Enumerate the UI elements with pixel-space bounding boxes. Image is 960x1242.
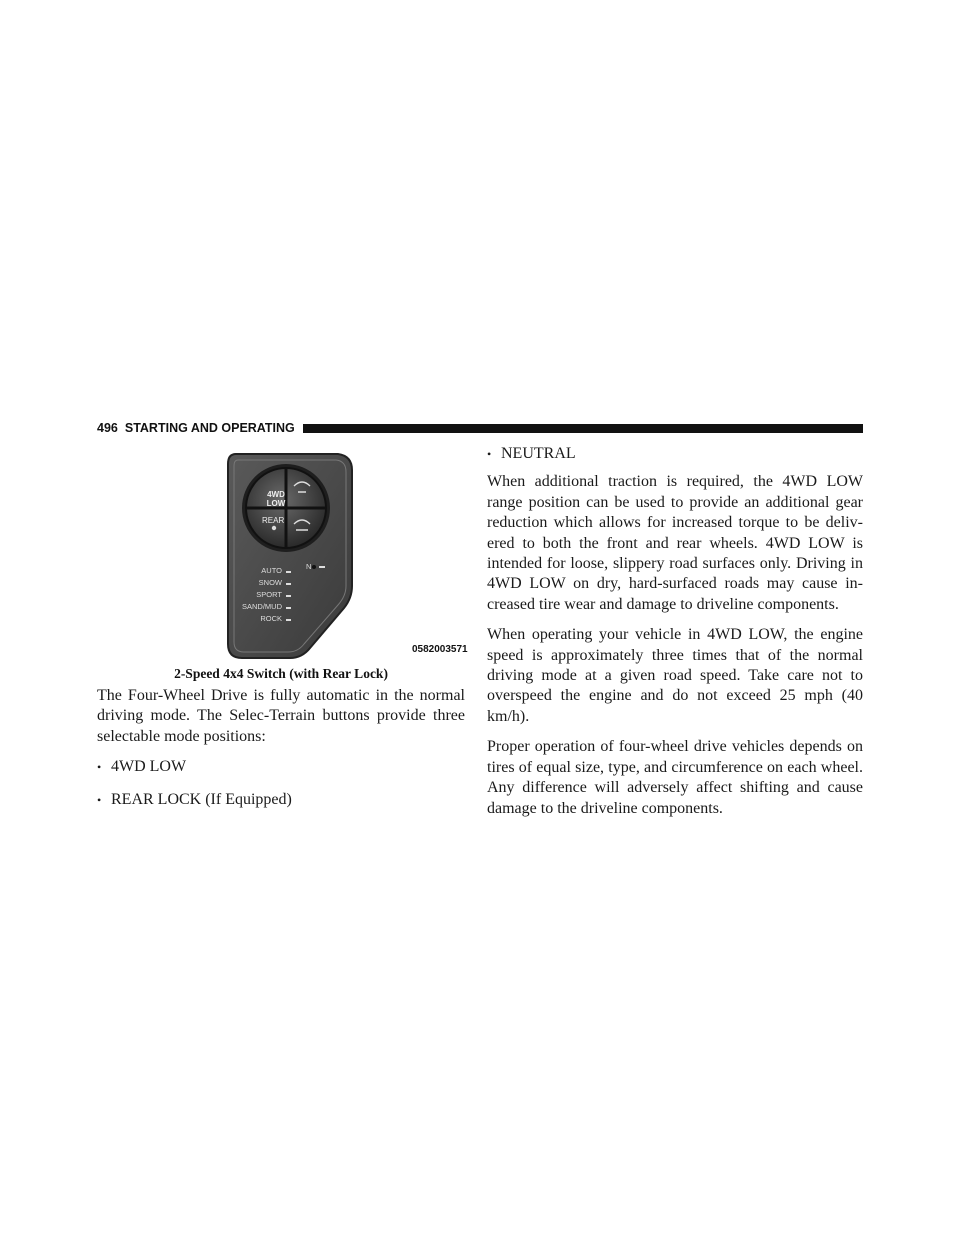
bullet-text: REAR LOCK (If Equipped): [111, 790, 292, 808]
left-column: [97, 686, 465, 822]
bullet-dot: •: [97, 792, 102, 807]
figure-caption: 2-Speed 4x4 Switch (with Rear Lock): [174, 666, 388, 681]
mode-rock-label: ROCK: [260, 614, 282, 623]
mode-sandmud-label: SAND/MUD: [241, 602, 282, 611]
bullet-text: NEUTRAL: [501, 445, 576, 462]
knob-rear-label: REAR: [262, 516, 285, 525]
mode-snow-label: SNOW: [258, 578, 282, 587]
paragraph-4wd-low: When additional traction is required, the 4WD LOW range position can be used to provide an additional gear reduction which allows for increased torque to be deliv-ered to both the front and rear wheels. 4WD LOW is intended for loose, slippery road surfaces only. Driving in 4WD LOW on dry, hard-surfaced roads may cause in-creased tire wear and damage to driveline components.: [487, 473, 863, 613]
mode-auto-label: AUTO: [261, 566, 282, 575]
bullet-item: [97, 757, 465, 777]
knob-4wd-low-label: 4WD LOW: [266, 490, 286, 508]
bullet-item: [487, 444, 863, 464]
intro-paragraph: The Four-Wheel Drive is fully automatic in the normal driving mode. The Selec-Terrain buttons provide three selectable mode positions:: [97, 687, 465, 745]
figure-code: 0582003571: [412, 644, 468, 655]
page-number: 496: [97, 421, 118, 435]
switch-panel-illustration: [224, 448, 474, 662]
mode-sport-label: SPORT: [256, 590, 282, 599]
switch-figure: [224, 448, 474, 662]
bullet-dot: •: [487, 447, 492, 461]
neutral-label: N: [306, 562, 312, 571]
page-header: [97, 419, 863, 437]
paragraph-tires: Proper operation of four-wheel drive vehicles depends on tires of equal size, type, and circumference on each wheel. Any difference will adversely affect shifting and cause damage to the driveline components.: [487, 738, 863, 817]
paragraph-engine-speed: When operating your vehicle in 4WD LOW, the engine speed is approximately three times that of the normal driving mode at a given road speed. Take care not to overspeed the engine and do not exceed 25 mph (40 km/h).: [487, 626, 863, 725]
section-title: STARTING AND OPERATING: [124, 421, 295, 435]
bullet-item: [97, 790, 465, 810]
right-column: [487, 444, 863, 829]
header-rule: [303, 424, 863, 433]
bullet-text: 4WD LOW: [111, 758, 187, 776]
bullet-dot: •: [97, 760, 102, 775]
